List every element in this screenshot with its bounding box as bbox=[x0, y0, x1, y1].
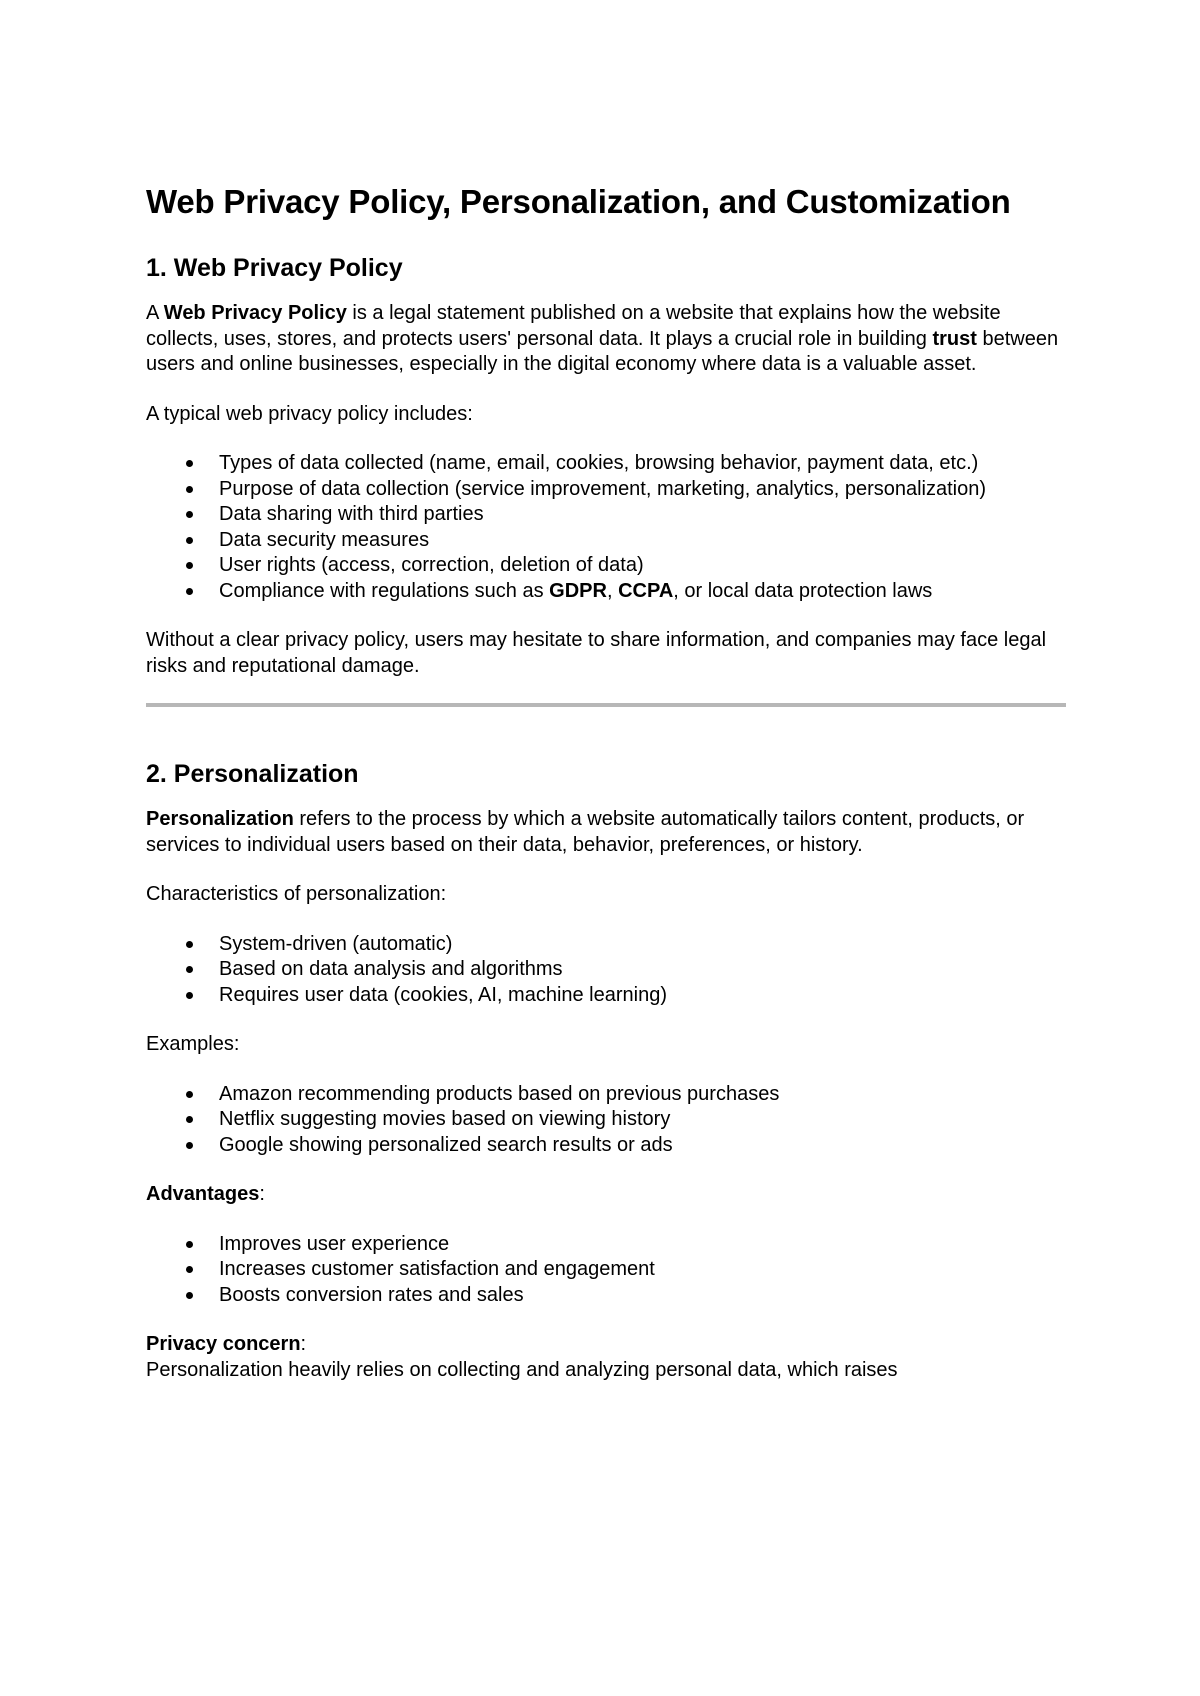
list-item: Data sharing with third parties bbox=[146, 502, 1066, 528]
characteristics-list bbox=[146, 932, 1066, 1009]
term-ccpa: CCPA bbox=[618, 579, 674, 602]
list-item: Improves user experience bbox=[146, 1232, 1066, 1258]
list-item: Netflix suggesting movies based on viewing history bbox=[146, 1107, 1066, 1133]
list-item: Based on data analysis and algorithms bbox=[146, 957, 1066, 983]
bullet-icon bbox=[186, 1116, 193, 1123]
bullet-icon bbox=[186, 992, 193, 999]
section-2-heading: 2. Personalization bbox=[146, 760, 359, 788]
includes-label: A typical web privacy policy includes: bbox=[146, 402, 473, 425]
bullet-icon bbox=[186, 562, 193, 569]
list-item: Boosts conversion rates and sales bbox=[146, 1283, 1066, 1309]
privacy-policy-closing: Without a clear privacy policy, users may hesitate to share information, and companies may face legal risks and reputational damage. bbox=[146, 629, 1047, 677]
bullet-icon bbox=[186, 486, 193, 493]
privacy-concern-text: Personalization heavily relies on collecting and analyzing personal data, which raises bbox=[146, 1358, 898, 1381]
list-item-compliance: Compliance with regulations such as GDPR, CCPA, or local data protection laws bbox=[146, 579, 1066, 605]
list-item: System-driven (automatic) bbox=[146, 932, 1066, 958]
bullet-icon bbox=[186, 1292, 193, 1299]
privacy-policy-list bbox=[146, 451, 1066, 604]
section-divider bbox=[146, 703, 1066, 707]
term-gdpr: GDPR bbox=[549, 579, 607, 602]
bullet-icon bbox=[186, 1241, 193, 1248]
term-web-privacy-policy: Web Privacy Policy bbox=[163, 302, 347, 324]
examples-label: Examples: bbox=[146, 1033, 240, 1055]
bullet-icon bbox=[186, 941, 193, 948]
list-item: Data security measures bbox=[146, 528, 1066, 554]
list-item: Types of data collected (name, email, cookies, browsing behavior, payment data, etc.) bbox=[146, 451, 1066, 477]
advantages-list bbox=[146, 1232, 1066, 1309]
bullet-icon bbox=[186, 966, 193, 973]
bullet-icon bbox=[186, 537, 193, 544]
document-title: Web Privacy Policy, Personalization, and Customization bbox=[146, 183, 1011, 220]
list-item: Google showing personalized search results or ads bbox=[146, 1133, 1066, 1159]
privacy-concern-label: Privacy concern: bbox=[146, 1333, 307, 1355]
bullet-icon bbox=[186, 1142, 193, 1149]
list-item: Amazon recommending products based on previous purchases bbox=[146, 1082, 1066, 1108]
document-page bbox=[146, 182, 1066, 1407]
advantages-label: Advantages: bbox=[146, 1183, 265, 1205]
list-item: Purpose of data collection (service improvement, marketing, analytics, personalization) bbox=[146, 477, 1066, 503]
personalization-intro: Personalization refers to the process by which a website automatically tailors content, products, or services to individual users based on their data, behavior, preferences, or history. bbox=[146, 808, 1025, 856]
bullet-icon bbox=[186, 511, 193, 518]
characteristics-label: Characteristics of personalization: bbox=[146, 883, 447, 905]
bullet-icon bbox=[186, 460, 193, 467]
examples-list bbox=[146, 1082, 1066, 1159]
list-item: Requires user data (cookies, AI, machine learning) bbox=[146, 983, 1066, 1009]
term-personalization: Personalization bbox=[146, 808, 294, 830]
list-item: User rights (access, correction, deletion of data) bbox=[146, 553, 1066, 579]
bullet-icon bbox=[186, 1091, 193, 1098]
section-1-heading: 1. Web Privacy Policy bbox=[146, 254, 403, 282]
term-trust: trust bbox=[932, 327, 977, 350]
bullet-icon bbox=[186, 588, 193, 595]
bullet-icon bbox=[186, 1266, 193, 1273]
list-item: Increases customer satisfaction and engagement bbox=[146, 1257, 1066, 1283]
privacy-policy-intro: A Web Privacy Policy is a legal statement published on a website that explains how the website collects, uses, stores, and protects users' personal data. It plays a crucial role in building trust between users and online businesses, especially in the digital economy where data is a valuable asset. bbox=[146, 302, 1059, 375]
